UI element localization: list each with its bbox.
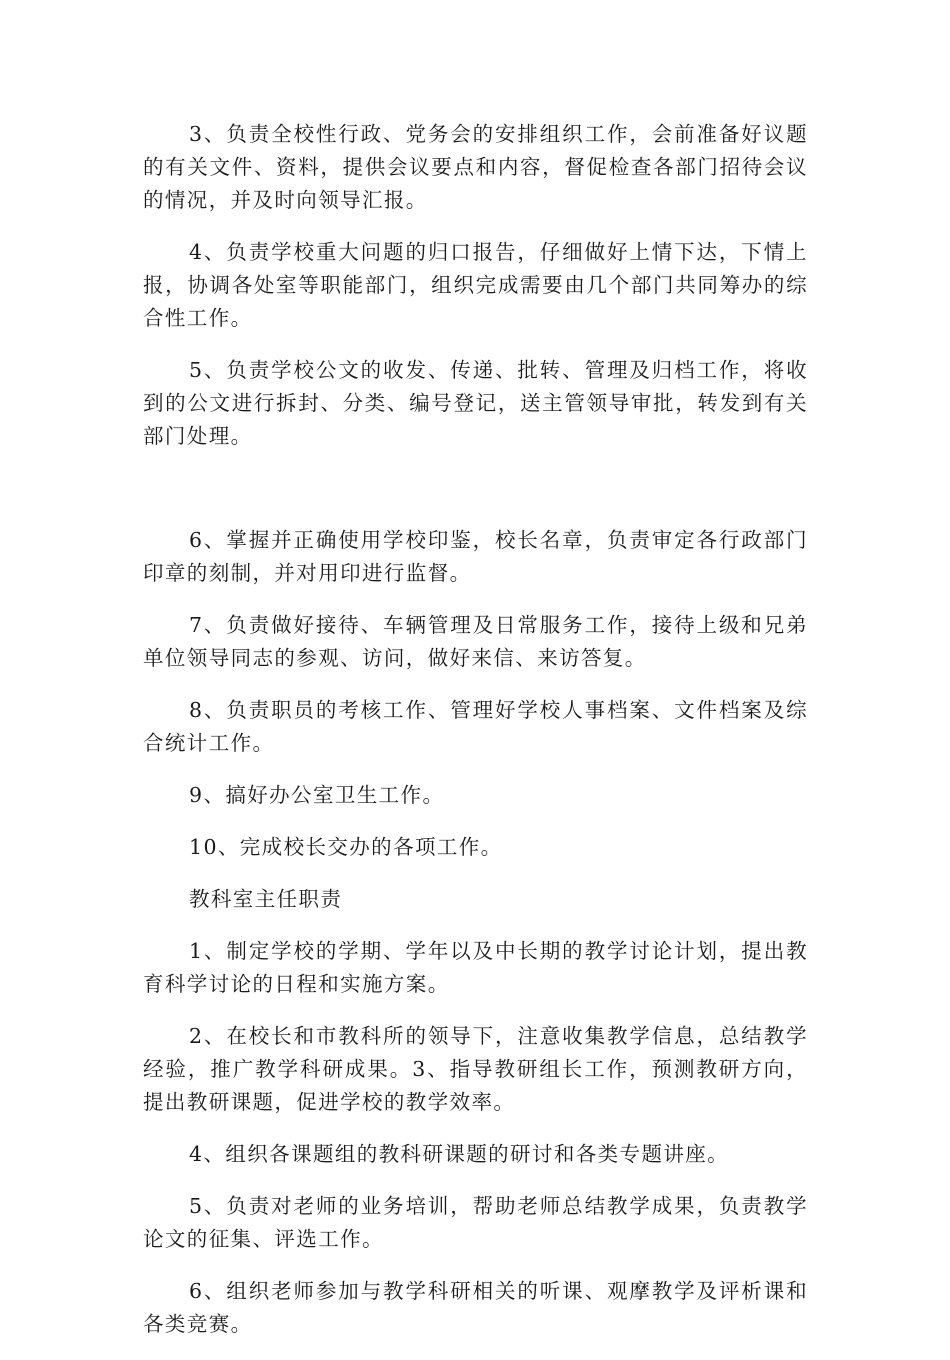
paragraph-item-7: 7、负责做好接待、车辆管理及日常服务工作，接待上级和兄弟单位领导同志的参观、访问，做好来信、来访答复。 bbox=[143, 613, 808, 670]
duty-item-5: 5、负责对老师的业务培训，帮助老师总结教学成果，负责教学论文的征集、评选工作。 bbox=[143, 1194, 808, 1251]
paragraph-item-4: 4、负责学校重大问题的归口报告，仔细做好上情下达，下情上报，协调各处室等职能部门，组织完成需要由几个部门共同筹办的综合性工作。 bbox=[143, 240, 808, 330]
duty-item-6: 6、组织老师参加与教学科研相关的听课、观摩教学及评析课和各类竞赛。 bbox=[143, 1279, 808, 1336]
paragraph-item-10: 10、完成校长交办的各项工作。 bbox=[189, 835, 503, 859]
paragraph-item-8: 8、负责职员的考核工作、管理好学校人事档案、文件档案及综合统计工作。 bbox=[143, 698, 808, 755]
paragraph-item-9: 9、搞好办公室卫生工作。 bbox=[189, 783, 445, 807]
duty-item-2-3: 2、在校长和市教科所的领导下，注意收集教学信息，总结教学经验，推广教学科研成果。3、指导教研组长工作，预测教研方向，提出教研课题，促进学校的教学效率。 bbox=[143, 1024, 808, 1114]
paragraph-item-3: 3、负责全校性行政、党务会的安排组织工作，会前准备好议题的有关文件、资料，提供会议要点和内容，督促检查各部门招待会议的情况，并及时向领导汇报。 bbox=[143, 122, 808, 212]
paragraph-item-5: 5、负责学校公文的收发、传递、批转、管理及归档工作，将收到的公文进行拆封、分类、编号登记，送主管领导审批，转发到有关部门处理。 bbox=[143, 358, 808, 448]
section-heading: 教科室主任职责 bbox=[189, 887, 343, 911]
duty-item-4: 4、组织各课题组的教科研课题的研讨和各类专题讲座。 bbox=[189, 1142, 730, 1166]
document-body bbox=[143, 118, 808, 1360]
duty-item-1: 1、制定学校的学期、学年以及中长期的教学讨论计划，提出教育科学讨论的日程和实施方案。 bbox=[143, 939, 808, 996]
paragraph-item-6: 6、掌握并正确使用学校印鉴，校长名章，负责审定各行政部门印章的刻制，并对用印进行监督。 bbox=[143, 528, 808, 585]
